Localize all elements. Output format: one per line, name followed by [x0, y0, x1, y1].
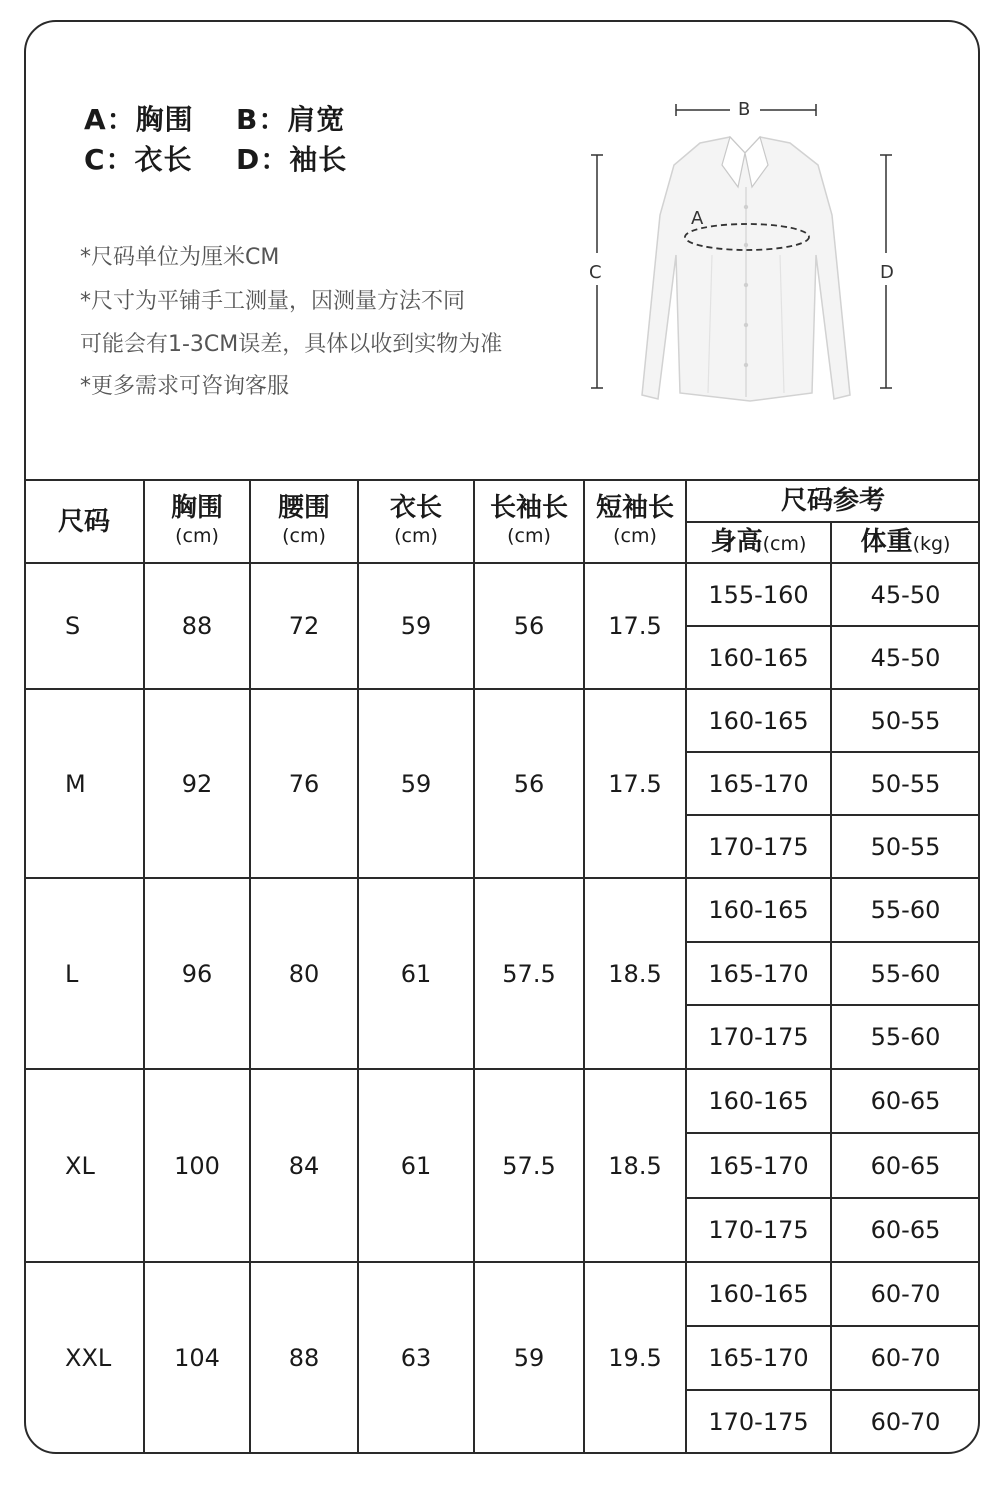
- cell-length: 63: [400, 1344, 432, 1372]
- header-unit: (cm): [175, 524, 219, 547]
- cell-weight-range: 45-50: [870, 580, 941, 609]
- header-unit: (cm): [613, 524, 657, 547]
- cell-long-sleeve: 59: [513, 1344, 545, 1372]
- header-chest: [144, 480, 250, 563]
- shirt-diagram: [580, 95, 910, 415]
- cell-weight-range: 60-65: [870, 1216, 941, 1244]
- cell-height-range: 160-165: [708, 643, 809, 672]
- cell-weight-range: 60-65: [870, 1151, 941, 1180]
- label-c: C: [589, 262, 602, 283]
- label-b: B: [738, 99, 751, 120]
- header-length: [358, 480, 474, 563]
- legend-a: A：胸围: [84, 103, 194, 136]
- cell-long-sleeve: 57.5: [502, 959, 556, 988]
- cell-chest: 104: [174, 1344, 220, 1372]
- cell-short-sleeve: 17.5: [608, 612, 662, 640]
- cell-height-range: 165-170: [708, 959, 809, 988]
- cell-weight-range: 60-70: [870, 1280, 941, 1308]
- cell-height-range: 155-160: [708, 580, 809, 609]
- cell-waist: 88: [288, 1344, 320, 1372]
- cell-weight-range: 60-65: [870, 1087, 941, 1115]
- cell-height-range: 170-175: [708, 1023, 809, 1051]
- label-a: A: [691, 208, 704, 229]
- cell-weight-range: 45-50: [870, 643, 941, 672]
- legend-d: D：袖长: [236, 143, 348, 176]
- cell-weight-range: 60-70: [870, 1408, 941, 1436]
- cell-length: 61: [400, 959, 432, 988]
- cell-length: 59: [400, 769, 432, 798]
- cell-long-sleeve: 57.5: [502, 1151, 556, 1180]
- header-unit: (cm): [507, 524, 551, 547]
- header-length-label: 衣长: [389, 492, 442, 523]
- cell-weight-range: 50-55: [870, 706, 941, 735]
- cell-chest: 100: [174, 1151, 220, 1180]
- header-chest-label: 胸围: [170, 492, 223, 523]
- header-reference: [686, 480, 980, 522]
- header-unit: (cm): [282, 524, 326, 547]
- cell-height-range: 160-165: [708, 896, 809, 924]
- header-weight-label: 体重: [860, 527, 913, 557]
- cell-long-sleeve: 56: [513, 769, 545, 798]
- cell-height-range: 160-165: [708, 1087, 809, 1115]
- note-service: *更多需求可咨询客服: [80, 374, 290, 399]
- cell-chest: 96: [181, 959, 213, 988]
- cell-long-sleeve: 56: [513, 612, 545, 640]
- cell-waist: 72: [288, 612, 320, 640]
- cell-weight-range: 60-70: [870, 1344, 941, 1372]
- note-measure: *尺寸为平铺手工测量，因测量方法不同: [80, 289, 466, 314]
- cell-chest: 92: [181, 769, 213, 798]
- header-waist: [250, 480, 358, 563]
- cell-height-range: 160-165: [708, 1280, 809, 1308]
- header-weight-unit: (kg): [912, 533, 951, 555]
- cell-size: L: [65, 959, 79, 988]
- legend-c: C：衣长: [84, 143, 193, 176]
- cell-height-range: 165-170: [708, 1151, 809, 1180]
- cell-waist: 76: [288, 769, 320, 798]
- header-short-sleeve: [584, 480, 686, 563]
- cell-height-range: 165-170: [708, 769, 809, 798]
- note-unit: *尺码单位为厘米CM: [80, 245, 280, 270]
- cell-height-range: 170-175: [708, 832, 809, 861]
- header-long-sleeve-label: 长袖长: [489, 492, 568, 523]
- cell-short-sleeve: 18.5: [608, 1151, 662, 1180]
- cell-height-range: 170-175: [708, 1216, 809, 1244]
- cell-size: S: [65, 612, 81, 640]
- cell-height-range: 170-175: [708, 1408, 809, 1436]
- header-height-label: 身高: [710, 527, 763, 557]
- header-weight: [831, 522, 980, 563]
- cell-chest: 88: [181, 612, 213, 640]
- header-height: [686, 522, 831, 563]
- header-unit: (cm): [394, 524, 438, 547]
- note-error: 可能会有1-3CM误差，具体以收到实物为准: [80, 332, 503, 357]
- cell-weight-range: 50-55: [870, 832, 941, 861]
- cell-size: XL: [65, 1151, 95, 1180]
- cell-height-range: 165-170: [708, 1344, 809, 1372]
- cell-short-sleeve: 18.5: [608, 959, 662, 988]
- header-waist-label: 腰围: [277, 492, 330, 523]
- cell-length: 61: [400, 1151, 432, 1180]
- cell-short-sleeve: 19.5: [608, 1344, 662, 1372]
- legend-b: B：肩宽: [236, 103, 346, 136]
- header-reference-label: 尺码参考: [780, 486, 885, 516]
- cell-weight-range: 55-60: [870, 1023, 941, 1051]
- cell-weight-range: 55-60: [870, 959, 941, 988]
- label-d: D: [880, 262, 894, 283]
- header-long-sleeve: [474, 480, 584, 563]
- cell-short-sleeve: 17.5: [608, 769, 662, 798]
- header-height-unit: (cm): [762, 533, 807, 555]
- cell-weight-range: 50-55: [870, 769, 941, 798]
- cell-weight-range: 55-60: [870, 896, 941, 924]
- header-size: [24, 480, 144, 563]
- cell-size: XXL: [65, 1344, 112, 1372]
- cell-waist: 84: [288, 1151, 320, 1180]
- cell-size: M: [65, 769, 86, 798]
- cell-height-range: 160-165: [708, 706, 809, 735]
- header-short-sleeve-label: 短袖长: [595, 492, 674, 523]
- cell-length: 59: [400, 612, 432, 640]
- cell-waist: 80: [288, 959, 320, 988]
- header-size-label: 尺码: [57, 506, 110, 537]
